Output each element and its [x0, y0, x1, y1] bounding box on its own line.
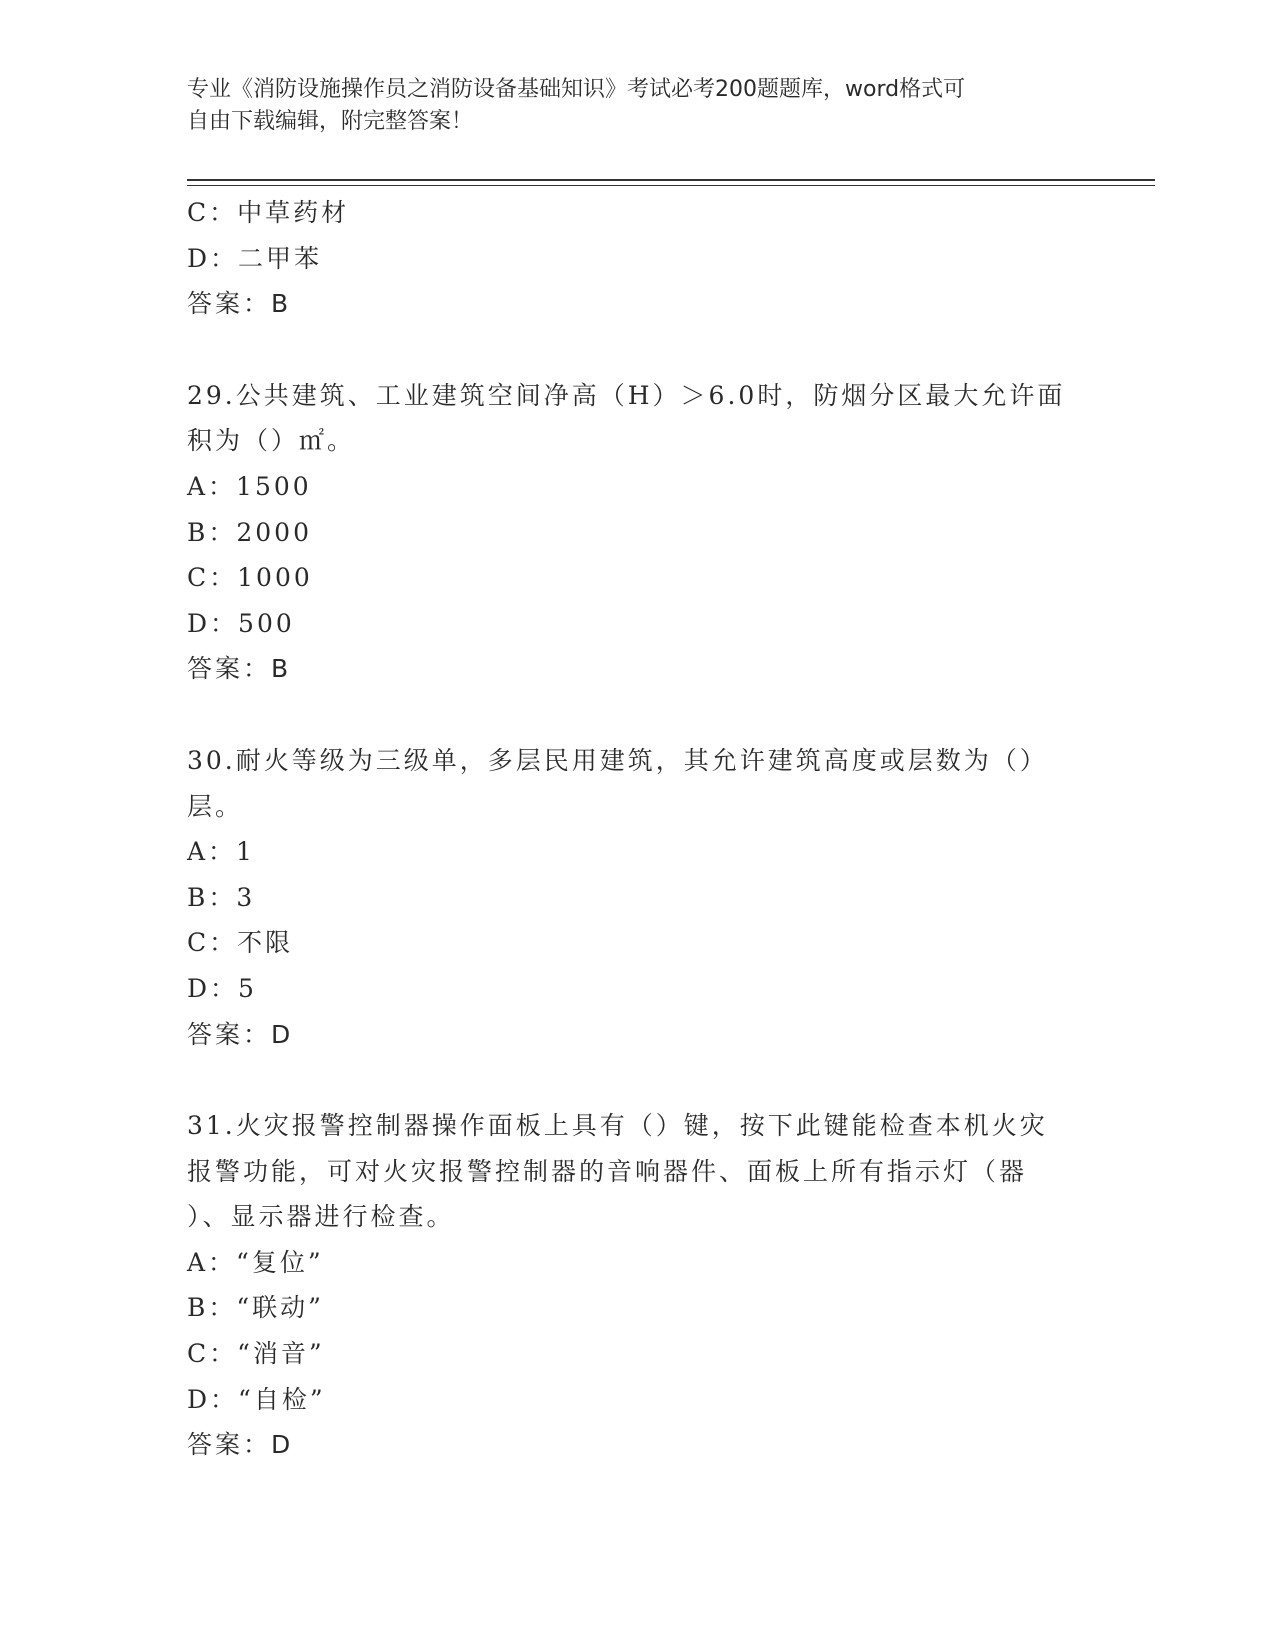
option-c: C：不限 [187, 928, 294, 958]
option-b: B：2000 [187, 517, 312, 547]
option-c: C：1000 [187, 563, 313, 593]
question-31 [187, 1103, 1087, 1468]
header-divider-thin [187, 185, 1155, 186]
question-text-line: 报警功能，可对火灾报警控制器的音响器件、面板上所有指示灯（器 [187, 1156, 1028, 1186]
question-text-line: 层。 [187, 791, 244, 821]
option-a: A：1500 [187, 471, 312, 501]
question-text-line: 29.公共建筑、工业建筑空间净高（H）＞6.0时，防烟分区最大允许面 [187, 380, 1066, 410]
option-c: C：中草药材 [187, 198, 350, 227]
question-29 [187, 373, 1087, 692]
question-text-line: 31.火灾报警控制器操作面板上具有（）键，按下此键能检查本机火灾 [187, 1111, 1048, 1141]
option-d: D：500 [187, 608, 295, 638]
page-header [187, 74, 1087, 138]
option-a: A：“复位” [187, 1247, 324, 1277]
question-30 [187, 738, 1087, 1057]
option-d: D：5 [187, 973, 257, 1003]
option-d: D：“自检” [187, 1384, 326, 1414]
header-divider-thick [187, 179, 1155, 181]
option-b: B：“联动” [187, 1293, 324, 1323]
option-b: B：3 [187, 882, 256, 912]
answer: 答案：B [187, 289, 292, 319]
question-text-line: 积为（）㎡。 [187, 426, 356, 456]
header-line-1: 专业《消防设施操作员之消防设备基础知识》考试必考200题题库，word格式可 [187, 77, 966, 102]
option-d: D：二甲苯 [187, 243, 323, 273]
answer: 答案：B [187, 654, 292, 684]
answer: 答案：D [187, 1430, 294, 1460]
question-list [187, 190, 1087, 1468]
option-a: A：1 [187, 837, 255, 867]
answer: 答案：D [187, 1019, 294, 1049]
question-28-tail [187, 190, 1087, 327]
option-c: C：“消音” [187, 1339, 325, 1369]
question-text-line: 30.耐火等级为三级单，多层民用建筑，其允许建筑高度或层数为（） [187, 745, 1048, 775]
question-text-line: ）、显示器进行检查。 [187, 1202, 455, 1232]
header-line-2: 自由下载编辑，附完整答案！ [187, 109, 474, 134]
